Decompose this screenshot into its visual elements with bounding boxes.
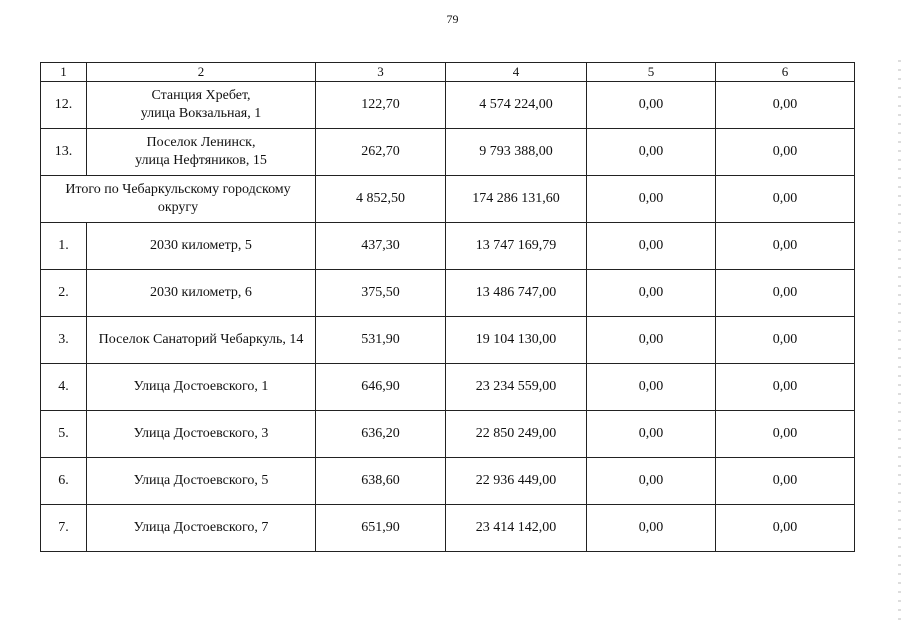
- row-number: 12.: [41, 82, 87, 129]
- table-row: [41, 82, 855, 129]
- value-cell-5: 0,00: [587, 505, 716, 552]
- column-header: 6: [716, 63, 855, 82]
- address-cell: 2030 километр, 5: [87, 223, 316, 270]
- value-cell-5: 0,00: [587, 82, 716, 129]
- value-cell-6: 0,00: [716, 82, 855, 129]
- total-label: Итого по Чебаркульскому городскому округу: [41, 176, 316, 223]
- total-area-cell: 4 852,50: [316, 176, 446, 223]
- page-number: 79: [446, 12, 459, 26]
- value-cell-5: 0,00: [587, 223, 716, 270]
- cost-cell: 22 850 249,00: [446, 411, 587, 458]
- area-cell: 262,70: [316, 129, 446, 176]
- property-table: [40, 62, 855, 552]
- column-header: 1: [41, 63, 87, 82]
- cost-cell: 23 414 142,00: [446, 505, 587, 552]
- column-header: 2: [87, 63, 316, 82]
- row-number: 5.: [41, 411, 87, 458]
- table-row: [41, 317, 855, 364]
- value-cell-5: 0,00: [587, 129, 716, 176]
- area-cell: 651,90: [316, 505, 446, 552]
- table-row: [41, 505, 855, 552]
- value-cell-5: 0,00: [587, 364, 716, 411]
- cost-cell: 4 574 224,00: [446, 82, 587, 129]
- table-row: [41, 270, 855, 317]
- value-cell-5: 0,00: [587, 458, 716, 505]
- area-cell: 531,90: [316, 317, 446, 364]
- address-cell: Поселок Санаторий Чебаркуль, 14: [87, 317, 316, 364]
- area-cell: 437,30: [316, 223, 446, 270]
- cost-cell: 23 234 559,00: [446, 364, 587, 411]
- row-number: 13.: [41, 129, 87, 176]
- total-value-cell-6: 0,00: [716, 176, 855, 223]
- value-cell-6: 0,00: [716, 317, 855, 364]
- scan-edge-marks: [898, 60, 901, 620]
- address-cell: Станция Хребет, улица Вокзальная, 1: [87, 82, 316, 129]
- table-row: [41, 458, 855, 505]
- value-cell-5: 0,00: [587, 270, 716, 317]
- table-header-row: [41, 63, 855, 82]
- cost-cell: 13 747 169,79: [446, 223, 587, 270]
- cost-cell: 19 104 130,00: [446, 317, 587, 364]
- total-row: [41, 176, 855, 223]
- value-cell-6: 0,00: [716, 129, 855, 176]
- address-cell: Улица Достоевского, 5: [87, 458, 316, 505]
- table-row: [41, 223, 855, 270]
- cost-cell: 13 486 747,00: [446, 270, 587, 317]
- row-number: 1.: [41, 223, 87, 270]
- table-row: [41, 364, 855, 411]
- area-cell: 122,70: [316, 82, 446, 129]
- total-value-cell-5: 0,00: [587, 176, 716, 223]
- table-row: [41, 129, 855, 176]
- column-header: 5: [587, 63, 716, 82]
- value-cell-6: 0,00: [716, 505, 855, 552]
- area-cell: 375,50: [316, 270, 446, 317]
- column-header: 3: [316, 63, 446, 82]
- cost-cell: 22 936 449,00: [446, 458, 587, 505]
- row-number: 2.: [41, 270, 87, 317]
- area-cell: 636,20: [316, 411, 446, 458]
- area-cell: 646,90: [316, 364, 446, 411]
- value-cell-6: 0,00: [716, 223, 855, 270]
- column-header: 4: [446, 63, 587, 82]
- row-number: 6.: [41, 458, 87, 505]
- address-cell: Поселок Ленинск, улица Нефтяников, 15: [87, 129, 316, 176]
- value-cell-5: 0,00: [587, 411, 716, 458]
- address-cell: Улица Достоевского, 7: [87, 505, 316, 552]
- row-number: 4.: [41, 364, 87, 411]
- row-number: 3.: [41, 317, 87, 364]
- value-cell-6: 0,00: [716, 458, 855, 505]
- area-cell: 638,60: [316, 458, 446, 505]
- cost-cell: 9 793 388,00: [446, 129, 587, 176]
- table-row: [41, 411, 855, 458]
- row-number: 7.: [41, 505, 87, 552]
- value-cell-6: 0,00: [716, 270, 855, 317]
- address-cell: 2030 километр, 6: [87, 270, 316, 317]
- address-cell: Улица Достоевского, 1: [87, 364, 316, 411]
- address-cell: Улица Достоевского, 3: [87, 411, 316, 458]
- total-cost-cell: 174 286 131,60: [446, 176, 587, 223]
- value-cell-6: 0,00: [716, 364, 855, 411]
- value-cell-5: 0,00: [587, 317, 716, 364]
- value-cell-6: 0,00: [716, 411, 855, 458]
